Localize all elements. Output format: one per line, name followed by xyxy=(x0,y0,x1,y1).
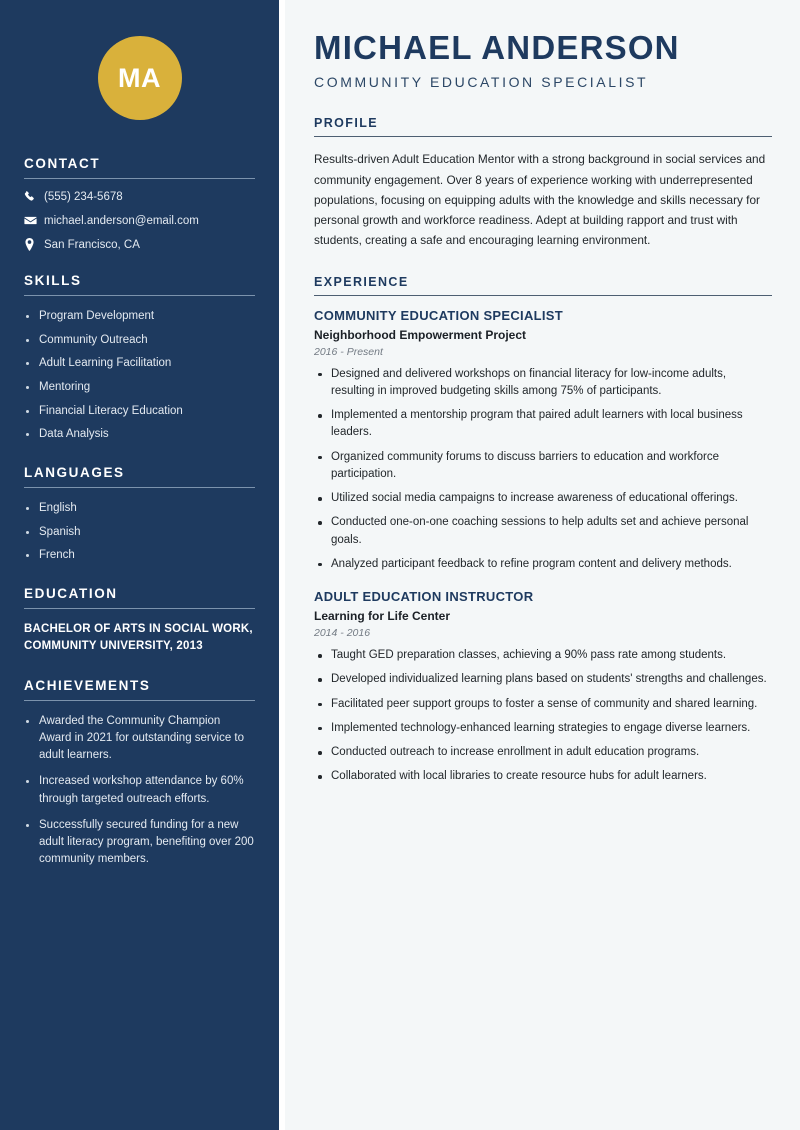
list-item: Community Outreach xyxy=(24,332,255,349)
experience-entry xyxy=(314,308,772,574)
list-item: Conducted one-on-one coaching sessions to help adults set and achieve personal goals. xyxy=(314,514,772,549)
list-item: Collaborated with local libraries to create resource hubs for adult learners. xyxy=(314,768,772,785)
contact-section xyxy=(24,156,255,251)
avatar-container xyxy=(24,0,255,156)
achievements-list xyxy=(24,713,255,869)
languages-list xyxy=(24,500,255,564)
list-item: English xyxy=(24,500,255,517)
job-company: Neighborhood Empowerment Project xyxy=(314,327,527,342)
experience-entry xyxy=(314,589,772,786)
experience-section xyxy=(314,275,772,786)
list-item: Developed individualized learning plans based on students' strengths and challenges. xyxy=(314,671,772,688)
list-item: Implemented a mentorship program that paired adult learners with local business leaders. xyxy=(314,407,772,442)
list-item: French xyxy=(24,547,255,564)
job-dates: 2016 - Present xyxy=(314,345,383,358)
experience-divider xyxy=(314,295,772,296)
contact-location-value: San Francisco, CA xyxy=(44,238,140,251)
list-item: Program Development xyxy=(24,308,255,325)
achievements-divider xyxy=(24,700,255,701)
job-company: Learning for Life Center xyxy=(314,609,451,624)
contact-item-email[interactable] xyxy=(24,214,255,227)
envelope-icon xyxy=(24,214,44,227)
map-pin-icon xyxy=(24,238,44,251)
sidebar xyxy=(0,0,279,1130)
job-role-subtitle: COMMUNITY EDUCATION SPECIALIST xyxy=(314,74,649,91)
education-heading: EDUCATION xyxy=(24,586,118,602)
skills-list xyxy=(24,308,255,443)
list-item: Spanish xyxy=(24,524,255,541)
skills-heading: SKILLS xyxy=(24,273,82,288)
list-item: Implemented technology-enhanced learning strategies to engage diverse learners. xyxy=(314,720,772,737)
main-column xyxy=(285,0,800,1130)
contact-divider xyxy=(24,178,255,179)
list-item: Awarded the Community Champion Award in 2021 for outstanding service to adult learners. xyxy=(24,713,255,765)
profile-text: Results-driven Adult Education Mentor with a strong background in social services and community engagement. Over 8 years of experience working with underrepresented populations, focusing on equipping adults with the knowledge and skills necessary for personal growth and workforce readiness. Adept at building rapport and trust with students, creating a safe and encouraging learning environment. xyxy=(314,152,766,248)
education-section xyxy=(24,586,255,656)
achievements-section xyxy=(24,678,255,869)
phone-icon xyxy=(24,191,44,203)
page-title: MICHAEL ANDERSON xyxy=(314,29,680,66)
list-item: Conducted outreach to increase enrollment in adult education programs. xyxy=(314,744,772,761)
list-item: Financial Literacy Education xyxy=(24,403,255,420)
list-item: Facilitated peer support groups to foster a sense of community and shared learning. xyxy=(314,696,772,713)
job-title: ADULT EDUCATION INSTRUCTOR xyxy=(314,589,534,605)
list-item: Taught GED preparation classes, achieving a 90% pass rate among students. xyxy=(314,647,772,664)
achievements-heading: ACHIEVEMENTS xyxy=(24,677,151,693)
languages-heading: LANGUAGES xyxy=(24,465,125,481)
job-title: COMMUNITY EDUCATION SPECIALIST xyxy=(314,307,564,323)
list-item: Increased workshop attendance by 60% through targeted outreach efforts. xyxy=(24,773,255,808)
job-bullet-list xyxy=(314,366,772,574)
list-item: Organized community forums to discuss barriers to education and workforce participation. xyxy=(314,449,772,484)
list-item: Data Analysis xyxy=(24,426,255,443)
experience-heading: EXPERIENCE xyxy=(314,274,409,289)
profile-heading: PROFILE xyxy=(314,116,378,131)
profile-section xyxy=(314,116,772,250)
list-item: Utilized social media campaigns to increase awareness of educational offerings. xyxy=(314,490,772,507)
list-item: Successfully secured funding for a new adult literacy program, benefiting over 200 community members. xyxy=(24,817,255,869)
languages-section xyxy=(24,465,255,564)
contact-item-phone[interactable] xyxy=(24,191,255,203)
contact-email-value: michael.anderson@email.com xyxy=(44,214,199,227)
contact-phone-value: (555) 234-5678 xyxy=(44,191,123,203)
skills-divider xyxy=(24,295,255,296)
list-item: Designed and delivered workshops on financial literacy for low-income adults, resulting in improved budgeting skills among 75% of participants. xyxy=(314,366,772,401)
contact-heading: CONTACT xyxy=(24,156,101,171)
list-item: Adult Learning Facilitation xyxy=(24,355,255,372)
education-degree-line-2: COMMUNITY UNIVERSITY, 2013 xyxy=(24,640,203,653)
job-dates: 2014 - 2016 xyxy=(314,627,371,640)
contact-item-location[interactable] xyxy=(24,238,255,251)
list-item: Analyzed participant feedback to refine program content and delivery methods. xyxy=(314,556,772,573)
education-degree-line-1: BACHELOR OF ARTS IN SOCIAL WORK, xyxy=(24,623,253,636)
list-item: Mentoring xyxy=(24,379,255,396)
job-bullet-list xyxy=(314,647,772,786)
skills-section xyxy=(24,273,255,443)
education-divider xyxy=(24,608,255,609)
avatar: MA xyxy=(98,36,182,120)
languages-divider xyxy=(24,487,255,488)
profile-divider xyxy=(314,136,772,137)
